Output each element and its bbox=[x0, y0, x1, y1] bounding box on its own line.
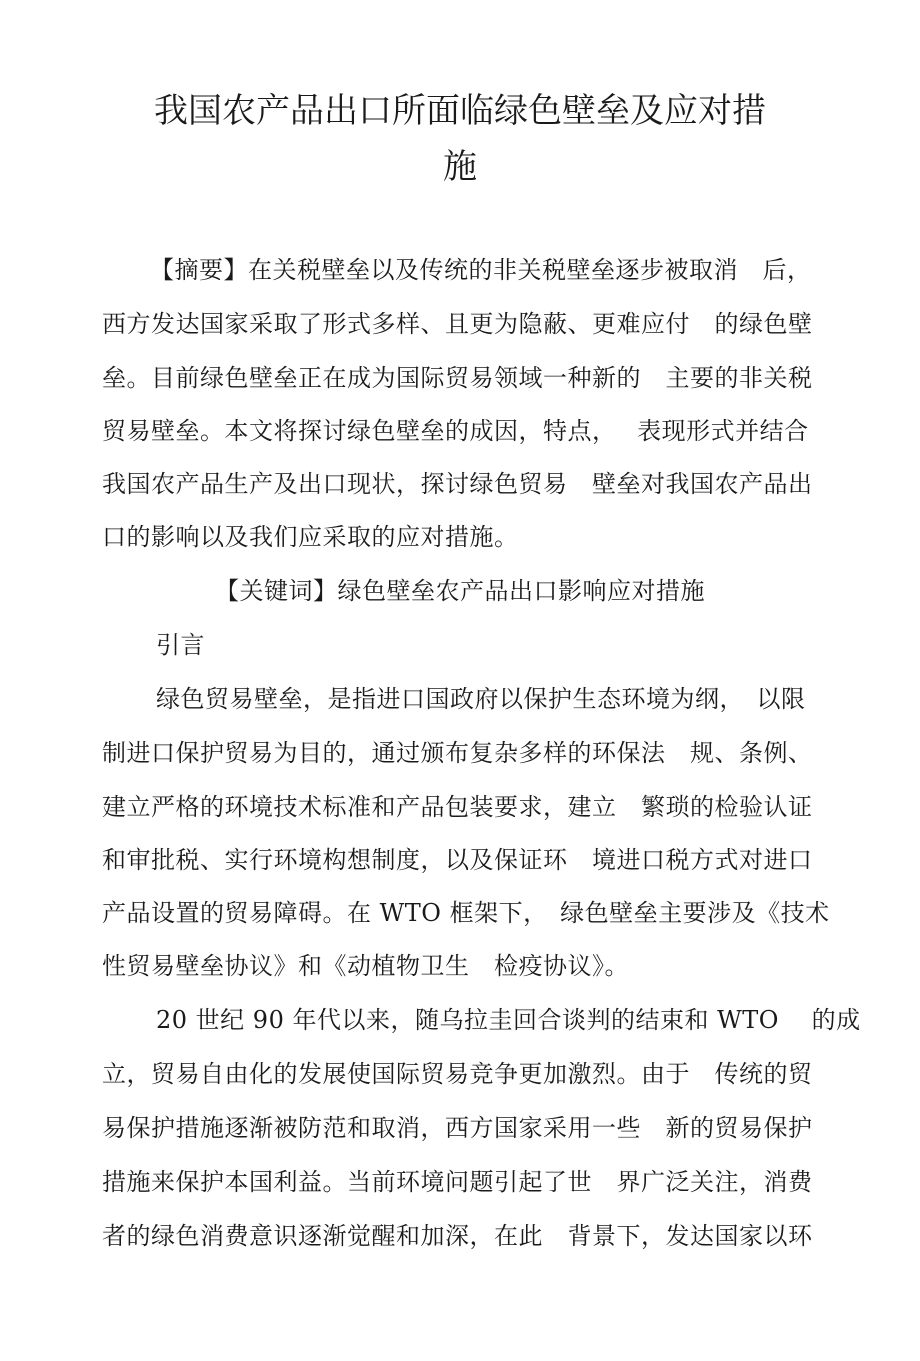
paragraph2-line-5: 者的绿色消费意识逐渐觉醒和加深，在此 背景下，发达国家以环 bbox=[102, 1222, 813, 1250]
title-line-1: 我国农产品出口所面临绿色壁垒及应对措 bbox=[154, 91, 766, 131]
paragraph1-line-3: 建立严格的环境技术标准和产品包装要求，建立 繁琐的检验认证 bbox=[102, 793, 813, 821]
paragraph2-line-1: 20 世纪 90 年代以来，随乌拉圭回合谈判的结束和 WTO 的成 bbox=[156, 1006, 861, 1034]
abstract-line-5: 我国农产品生产及出口现状，探讨绿色贸易 壁垒对我国农产品出 bbox=[102, 470, 813, 498]
paragraph2-line-3: 易保护措施逐渐被防范和取消，西方国家采用一些 新的贸易保护 bbox=[102, 1114, 813, 1142]
paragraph1-line-2: 制进口保护贸易为目的，通过颁布复杂多样的环保法 规、条例、 bbox=[102, 739, 813, 767]
intro-heading: 引言 bbox=[156, 631, 205, 659]
paragraph2-line-4: 措施来保护本国利益。当前环境问题引起了世 界广泛关注，消费 bbox=[102, 1168, 813, 1196]
paragraph2-line-2: 立，贸易自由化的发展使国际贸易竞争更加激烈。由于 传统的贸 bbox=[102, 1060, 813, 1088]
paragraph1-line-4: 和审批税、实行环境构想制度，以及保证环 境进口税方式对进口 bbox=[102, 846, 813, 874]
keywords: 【关键词】绿色壁垒农产品出口影响应对措施 bbox=[215, 577, 705, 605]
abstract-line-4: 贸易壁垒。本文将探讨绿色壁垒的成因，特点， 表现形式并结合 bbox=[102, 417, 809, 445]
document-title bbox=[100, 83, 820, 195]
paragraph1-line-5: 产品设置的贸易障碍。在 WTO 框架下， 绿色壁垒主要涉及《技术 bbox=[102, 899, 830, 927]
paragraph1-line-6: 性贸易壁垒协议》和《动植物卫生 检疫协议》。 bbox=[102, 952, 629, 980]
abstract-line-3: 垒。目前绿色壁垒正在成为国际贸易领域一种新的 主要的非关税 bbox=[102, 364, 813, 392]
title-line-2: 施 bbox=[443, 147, 477, 187]
abstract-line-2: 西方发达国家采取了形式多样、且更为隐蔽、更难应付 的绿色壁 bbox=[102, 310, 813, 338]
abstract-line-6: 口的影响以及我们应采取的应对措施。 bbox=[102, 523, 519, 551]
abstract-line-1: 【摘要】在关税壁垒以及传统的非关税壁垒逐步被取消 后， bbox=[150, 256, 812, 284]
paragraph1-line-1: 绿色贸易壁垒，是指进口国政府以保护生态环境为纲， 以限 bbox=[156, 685, 806, 713]
